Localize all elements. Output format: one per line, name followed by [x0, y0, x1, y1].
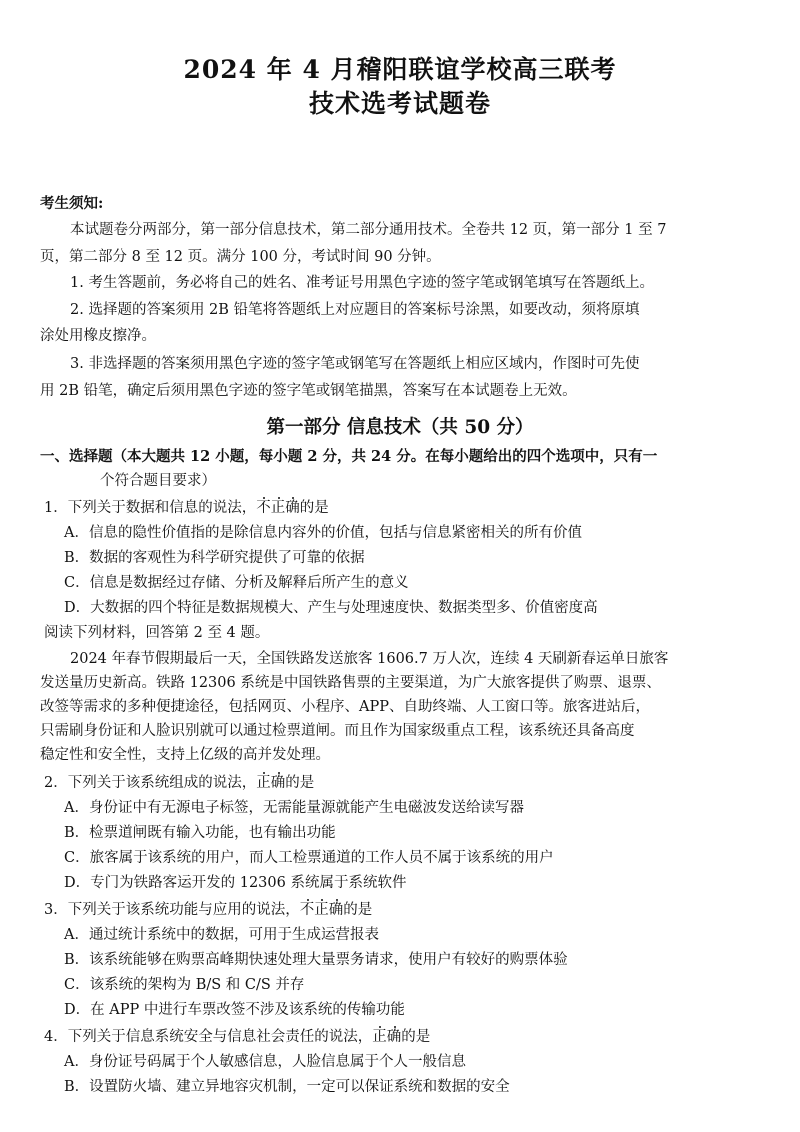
emphasis-char: 正 — [372, 1029, 387, 1045]
emphasis-char: 确 — [328, 902, 344, 918]
emphasis-char: 不 — [256, 500, 271, 516]
emphasis-char: 确 — [285, 500, 300, 516]
q2-stem-end: 的是 — [285, 775, 315, 791]
q2-option-b: B．检票道闸既有输入功能，也有输出功能 — [64, 825, 336, 841]
q1-stem-start: 1．下列关于数据和信息的说法， — [44, 500, 257, 516]
q1-option-c: C．信息是数据经过存储、分析及解释后所产生的意义 — [64, 575, 409, 591]
q2-option-d: D．专门为铁路客运开发的 12306 系统属于系统软件 — [64, 875, 407, 891]
section1-heading-line1: 一、选择题（本大题共 12 小题，每小题 2 分，共 24 分。在每小题给出的四个选项中，只有一 — [40, 448, 658, 465]
q4-stem — [44, 1029, 430, 1046]
notice-intro-line2: 页，第二部分 8 至 12 页。满分 100 分，考试时间 90 分钟。 — [40, 249, 441, 265]
q3-stem — [44, 902, 372, 919]
material-line3: 改签等需求的多种便捷途径，包括网页、小程序、APP、自助终端、人工窗口等。旅客进站后， — [40, 699, 650, 715]
notice-item-3-line2: 用 2B 铅笔，确定后须用黑色字迹的签字笔或钢笔描黑，答案写在本试题卷上无效。 — [40, 383, 577, 399]
q3-option-c: C．该系统的架构为 B/S 和 C/S 并存 — [64, 977, 305, 993]
q2-stem-start: 2．下列关于该系统组成的说法， — [44, 775, 257, 791]
q2-option-c: C．旅客属于该系统的用户，而人工检票通道的工作人员不属于该系统的用户 — [64, 850, 554, 866]
material-line5: 稳定性和安全性，支持上亿级的高并发处理。 — [40, 747, 330, 763]
q3-option-d: D．在 APP 中进行车票改签不涉及该系统的传输功能 — [64, 1002, 405, 1018]
emphasis-char: 确 — [270, 775, 286, 791]
material-intro: 阅读下列材料，回答第 2 至 4 题。 — [44, 625, 270, 641]
q2-stem — [44, 775, 314, 792]
emphasis-char: 正 — [314, 902, 329, 918]
exam-subtitle: 技术选考试题卷 — [308, 89, 491, 118]
q4-stem-start: 4．下列关于信息系统安全与信息社会责任的说法， — [44, 1029, 373, 1045]
section1-heading-line2: 个符合题目要求） — [100, 473, 216, 489]
q1-option-b: B．数据的客观性为科学研究提供了可靠的依据 — [64, 550, 365, 566]
q1-option-d: D．大数据的四个特征是数据规模大、产生与处理速度快、数据类型多、价值密度高 — [64, 600, 598, 616]
q3-stem-end: 的是 — [343, 902, 373, 918]
q4-stem-end: 的是 — [401, 1029, 431, 1045]
q4-option-b: B．设置防火墙、建立异地容灾机制，一定可以保证系统和数据的安全 — [64, 1079, 510, 1095]
exam-title: 2024 年 4 月稽阳联谊学校高三联考 — [183, 55, 617, 84]
notice-item-1: 1. 考生答题前，务必将自己的姓名、准考证号用黑色字迹的签字笔或钢笔填写在答题纸上。 — [70, 275, 654, 291]
q2-option-a: A．身份证中有无源电子标签，无需能量源就能产生电磁波发送给读写器 — [64, 800, 524, 816]
emphasis-char: 确 — [386, 1029, 402, 1045]
q3-option-b: B．该系统能够在购票高峰期快速处理大量票务请求，使用户有较好的购票体验 — [64, 952, 568, 968]
emphasis-char: 不 — [299, 902, 315, 918]
notice-item-3-line1: 3. 非选择题的答案须用黑色字迹的签字笔或钢笔写在答题纸上相应区域内，作图时可先使 — [70, 356, 640, 372]
q1-option-a: A．信息的隐性价值指的是除信息内容外的价值，包括与信息紧密相关的所有价值 — [64, 525, 582, 541]
emphasis-char: 正 — [270, 500, 286, 516]
q3-option-a: A．通过统计系统中的数据，可用于生成运营报表 — [64, 927, 379, 943]
q3-stem-start: 3．下列关于该系统功能与应用的说法， — [44, 902, 300, 918]
notice-item-2-line1: 2. 选择题的答案须用 2B 铅笔将答题纸上对应题目的答案标号涂黑，如要改动，须将原填 — [70, 302, 640, 318]
q1-stem — [44, 500, 329, 517]
q1-stem-end: 的是 — [299, 500, 329, 516]
emphasis-char: 正 — [256, 775, 271, 791]
material-line4: 只需刷身份证和人脸识别就可以通过检票道闸。而且作为国家级重点工程，该系统还具备高度 — [40, 723, 635, 739]
notice-item-2-line2: 涂处用橡皮擦净。 — [40, 328, 156, 344]
material-line1: 2024 年春节假期最后一天，全国铁路发送旅客 1606.7 万人次，连续 4 天刷新春运单日旅客 — [70, 651, 669, 667]
part1-heading: 第一部分 信息技术（共 50 分） — [266, 417, 534, 438]
notice-heading: 考生须知: — [40, 195, 104, 212]
q4-option-a: A．身份证号码属于个人敏感信息，人脸信息属于个人一般信息 — [64, 1054, 466, 1070]
notice-intro-line1: 本试题卷分两部分，第一部分信息技术，第二部分通用技术。全卷共 12 页，第一部分 1 至 7 — [70, 222, 667, 238]
material-line2: 发送量历史新高。铁路 12306 系统是中国铁路售票的主要渠道，为广大旅客提供了购票、退票、 — [40, 675, 661, 691]
